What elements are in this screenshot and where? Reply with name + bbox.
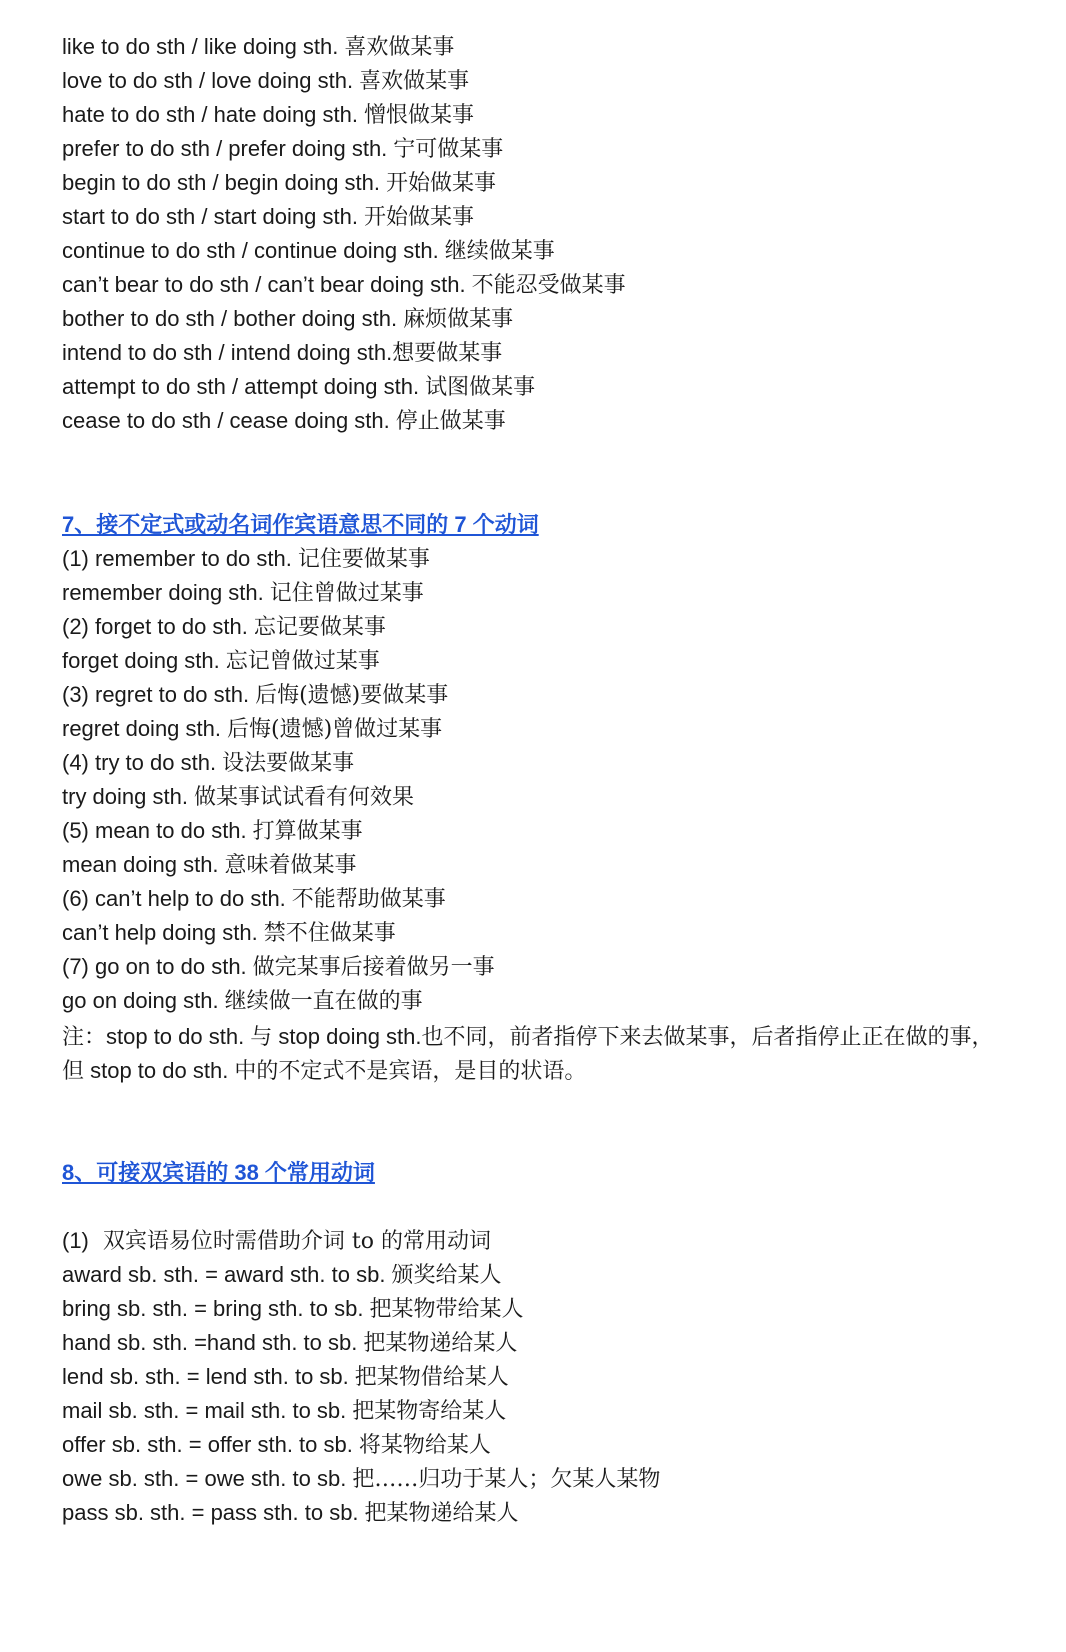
english-phrase: (7) go on to do sth. [62,954,247,979]
english-phrase: can’t bear to do sth / can’t bear doing sth. [62,272,466,297]
chinese-meaning: 想要做某事 [392,341,503,366]
chinese-meaning: 把某物借给某人 [354,1365,509,1390]
chinese-meaning: 试图做某事 [425,375,536,400]
chinese-meaning: 宁可做某事 [393,137,504,162]
list-item [62,712,1012,746]
chinese-meaning: 后悔(遗憾)要做某事 [255,683,449,708]
chinese-meaning: 记住曾做过某事 [269,581,424,606]
list-item [62,1326,1012,1360]
english-phrase: bring sb. sth. = bring sth. to sb. [62,1296,364,1321]
list-item [62,678,1012,712]
chinese-meaning: 把某物带给某人 [369,1297,524,1322]
english-phrase: continue to do sth / continue doing sth. [62,238,439,263]
english-phrase: begin to do sth / begin doing sth. [62,170,381,195]
section8-list [62,1224,1012,1530]
list-item [62,1292,1012,1326]
chinese-meaning: 把某物寄给某人 [352,1399,507,1424]
chinese-meaning: 开始做某事 [363,205,474,230]
chinese-meaning: 不能忍受做某事 [471,273,626,298]
chinese-meaning: 忘记要做某事 [253,615,386,640]
chinese-meaning: 喜欢做某事 [344,35,455,60]
list-item [62,234,1012,268]
english-phrase: forget doing sth. [62,648,220,673]
list-item [62,336,1012,370]
list-item [62,132,1012,166]
list-item [62,404,1012,438]
chinese-meaning: 忘记曾做过某事 [225,649,380,674]
list-item [62,814,1012,848]
english-phrase: (6) can’t help to do sth. [62,886,286,911]
list-item [62,780,1012,814]
list-item [62,370,1012,404]
chinese-meaning: 喜欢做某事 [359,69,470,94]
english-phrase: try doing sth. [62,784,188,809]
english-phrase: intend to do sth / intend doing sth. [62,340,393,365]
list-item [62,1394,1012,1428]
english-phrase: (5) mean to do sth. [62,818,247,843]
chinese-meaning: 把某物递给某人 [363,1331,518,1356]
english-phrase: remember doing sth. [62,580,264,605]
english-phrase: bother to do sth / bother doing sth. [62,306,398,331]
list-item [62,882,1012,916]
english-phrase: pass sb. sth. = pass sth. to sb. [62,1500,359,1525]
english-phrase: love to do sth / love doing sth. [62,68,354,93]
list-item [62,576,1012,610]
english-phrase: cease to do sth / cease doing sth. [62,408,390,433]
chinese-meaning: 继续做某事 [444,239,555,264]
list-item [62,30,1012,64]
english-phrase: (1) remember to do sth. [62,546,292,571]
english-phrase: owe sb. sth. = owe sth. to sb. [62,1466,347,1491]
chinese-meaning: 开始做某事 [386,171,497,196]
list-item [62,166,1012,200]
english-phrase: (4) try to do sth. [62,750,217,775]
section7-heading[interactable]: 7、接不定式或动名词作宾语意思不同的 7 个动词 [62,512,539,537]
list-item [62,1258,1012,1292]
list-item [62,64,1012,98]
english-phrase: mean doing sth. [62,852,219,877]
section6-list [62,30,1012,438]
english-phrase: hate to do sth / hate doing sth. [62,102,358,127]
list-item [62,848,1012,882]
section8-heading[interactable]: 8、可接双宾语的 38 个常用动词 [62,1160,375,1185]
english-phrase: (1) [62,1228,89,1253]
chinese-meaning: 设法要做某事 [222,751,355,776]
english-phrase: hand sb. sth. =hand sth. to sb. [62,1330,358,1355]
list-item [62,268,1012,302]
english-phrase: offer sb. sth. = offer sth. to sb. [62,1432,353,1457]
list-item [62,98,1012,132]
list-item [62,1462,1012,1496]
english-phrase: lend sb. sth. = lend sth. to sb. [62,1364,349,1389]
section7-list [62,542,1012,1018]
list-item [62,302,1012,336]
section7-note: 注：stop to do sth. 与 stop doing sth.也不同，前者指停下来去做某事，后者指停止正在做的事，但 stop to do sth. 中的不定式不是宾语，是目的状语。 [62,1024,994,1083]
chinese-meaning: 做完某事后接着做另一事 [252,955,495,980]
chinese-meaning: 把某物递给某人 [364,1501,519,1526]
chinese-meaning: 颁奖给某人 [391,1263,502,1288]
list-item [62,1360,1012,1394]
chinese-meaning: 把……归功于某人；欠某人某物 [352,1467,661,1492]
chinese-meaning: 麻烦做某事 [403,307,514,332]
chinese-meaning: 禁不住做某事 [263,921,396,946]
english-phrase: prefer to do sth / prefer doing sth. [62,136,388,161]
english-phrase: mail sb. sth. = mail sth. to sb. [62,1398,347,1423]
chinese-meaning: 继续做一直在做的事 [224,989,423,1014]
list-item [62,610,1012,644]
list-item [62,746,1012,780]
english-phrase: can’t help doing sth. [62,920,258,945]
list-item [62,1428,1012,1462]
english-phrase: regret doing sth. [62,716,221,741]
english-phrase: (2) forget to do sth. [62,614,248,639]
list-item [62,916,1012,950]
list-item [62,950,1012,984]
english-phrase: like to do sth / like doing sth. [62,34,339,59]
english-phrase: award sb. sth. = award sth. to sb. [62,1262,386,1287]
english-phrase: attempt to do sth / attempt doing sth. [62,374,420,399]
chinese-meaning: 双宾语易位时需借助介词 to 的常用动词 [102,1229,491,1254]
chinese-meaning: 后悔(遗憾)曾做过某事 [226,717,443,742]
list-item [62,644,1012,678]
chinese-meaning: 憎恨做某事 [364,103,475,128]
chinese-meaning: 记住要做某事 [297,547,430,572]
list-item [62,542,1012,576]
list-item [62,1496,1012,1530]
chinese-meaning: 将某物给某人 [358,1433,491,1458]
chinese-meaning: 不能帮助做某事 [291,887,446,912]
list-item [62,1224,1012,1258]
list-item [62,200,1012,234]
chinese-meaning: 打算做某事 [252,819,363,844]
english-phrase: start to do sth / start doing sth. [62,204,358,229]
english-phrase: go on doing sth. [62,988,219,1013]
chinese-meaning: 停止做某事 [395,409,506,434]
english-phrase: (3) regret to do sth. [62,682,250,707]
chinese-meaning: 做某事试试看有何效果 [193,785,414,810]
list-item [62,984,1012,1018]
chinese-meaning: 意味着做某事 [224,853,357,878]
